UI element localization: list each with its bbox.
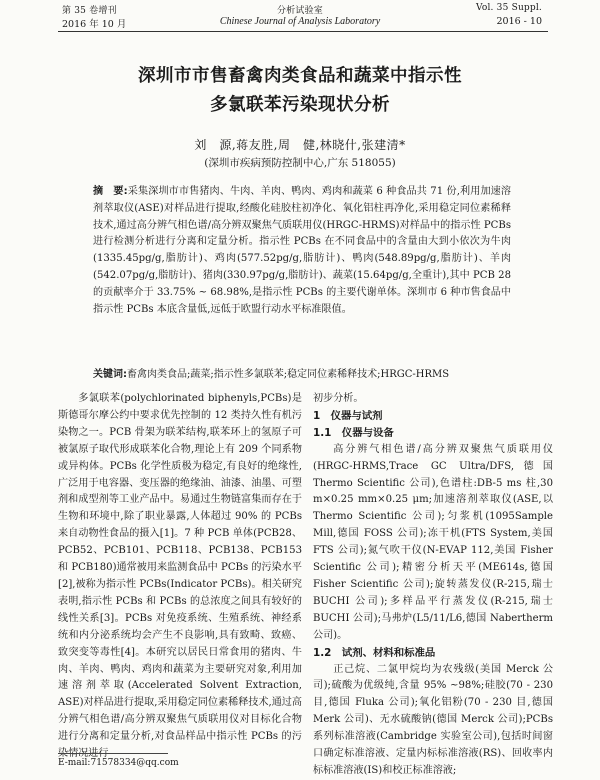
instruments-paragraph: 高分辨气相色谱/高分辨双聚焦气质联用仪(HRGC-HRMS,Trace GC Ultra/DFS,德国 Thermo Scientific 公司),色谱柱:DB-5 ms 柱,30 m×0.25 mm×0.25 μm;加速溶剂萃取仪(ASE,以 Thermo Scientific 公司);匀浆机(1095Sample Mill,德国 FOSS 公司);冻干机(FTS System,美国 FTS 公司);氮气吹干仪(N-EVAP 112,美国 Fisher Scientific 公司);精密分析天平(ME614s,德国 Fisher Scientific 公司);旋转蒸发仪(R-215,瑞士 BUCHI 公司);多样品平行蒸发仪(R-215,瑞士 BUCHI 公司);马弗炉(L5/11/L6,德国 Nabertherm 公司)。: [313, 443, 553, 641]
keywords-label: 关键词:: [93, 369, 127, 380]
section-heading-1-2: 1.2 试剂、材料和标准品: [313, 646, 436, 659]
intro-continuation: 初步分析。: [313, 393, 364, 404]
volume-cn: 第 35 卷增刊: [62, 6, 117, 16]
paper-title-line2: 多氯联苯污染现状分析: [210, 95, 390, 115]
section-heading-1: 1 仪器与试剂: [313, 409, 383, 422]
running-header: [0, 0, 600, 32]
journal-name-cn: 分析试验室: [276, 6, 323, 16]
paper-title-line1: 深圳市市售畜禽肉类食品和蔬菜中指示性: [138, 66, 462, 86]
section-heading-1-1: 1.1 仪器与设备: [313, 426, 394, 439]
date-cn: 2016 年 10 月: [62, 19, 127, 30]
abstract: [93, 184, 511, 318]
keywords: [93, 365, 511, 380]
body-column-left: [58, 391, 302, 763]
intro-paragraph: 多氯联苯(polychlorinated biphenyls,PCBs)是斯德哥尔摩公约中要求优先控制的 12 类持久性有机污染物之一。PCB 骨架为联苯结构,联苯环上的氢原子可被氯原子取代形成联苯化合物,理论上有 209 个同系物或异构体。PCBs 化学性质极为稳定,有良好的绝缘性,广泛用于电容器、变压器的绝缘油、油漆、油墨、可塑剂和成型剂等工业产品中。易通过生物链富集而存在于生物和环境中,除了职业暴露,人体超过 90% 的 PCBs 来自动物性食品的摄入[1]。7 种 PCB 单体(PCB28、PCB52、PCB101、PCB118、PCB138、PCB153 和 PCB180)通常被用来监测食品中 PCBs 的污染水平[2],被称为指示性 PCBs(Indicator PCBs)。相关研究表明,指示性 PCBs 和 PCBs 的总浓度之间具有较好的线性关系[3]。PCBs 对免疫系统、生殖系统、神经系统和内分泌系统均会产生不良影响,具有致畸、致癌、致突变等毒性[4]。本研究以居民日常食用的猪肉、牛肉、羊肉、鸭肉、鸡肉和蔬菜为主要研究对象,利用加速溶剂萃取(Accelerated Solvent Extraction, ASE)对样品进行提取,采用稳定同位素稀释技术,通过高分辨气相色谱/高分辨双聚焦气质联用仪对目标化合物进行分离和定量分析,对食品样品中指示性 PCBs 的污染情况进行: [58, 393, 302, 760]
abstract-text: 采集深圳市市售猪肉、牛肉、羊肉、鸭肉、鸡肉和蔬菜 6 种食品共 71 份,利用加速溶剂萃取仪(ASE)对样品进行提取,经酸化硅胶柱初净化、氧化铝柱再净化,采用稳定同位素稀释技术,通过高分辨气相色谱/高分辨双聚焦气质联用仪(HRGC-HRMS)对样品中的指示性 PCBs 进行检测分析进行分离和定量分析。指示性 PCBs 在不同食品中的含量由大到小依次为牛肉(1335.45pg/g,脂肪计)、鸡肉(577.52pg/g,脂肪计)、鸭肉(548.89pg/g,脂肪计)、羊肉(542.07pg/g,脂肪计)、猪肉(330.97pg/g,脂肪计)、蔬菜(15.64pg/g,全重计),其中 PCB 28 的贡献率介于 33.75% ~ 68.98%,是指示性 PCBs 的主要代谢单体。深圳市 6 种市售食品中指示性 PCBs 本底含量低,远低于欧盟行动水平标准限值。: [93, 186, 511, 315]
journal-name-en: Chinese Journal of Analysis Laboratory: [219, 16, 381, 27]
keywords-text: 畜禽肉类食品;蔬菜;指示性多氯联苯;稳定同位素稀释技术;HRGC-HRMS: [127, 369, 450, 380]
affiliation: (深圳市疾病预防控制中心,广东 518055): [204, 157, 396, 169]
body-column-right: [313, 391, 553, 780]
volume-en: Vol. 35 Suppl.: [475, 3, 542, 13]
date-en: 2016 - 10: [496, 16, 542, 27]
authors: 刘 源,蒋友胜,周 健,林晓什,张建清*: [194, 138, 406, 152]
header-rule: [58, 31, 548, 32]
author-email: E-mail:71578334@qq.com: [58, 758, 179, 768]
abstract-label: 摘 要:: [93, 186, 128, 197]
footnote-rule: [58, 753, 168, 754]
reagents-paragraph: 正己烷、二氯甲烷均为农残级(美国 Merck 公司);硫酸为优级纯,含量 95% ~98%;硅胶(70 - 230 目,德国 Fluka 公司);氧化铝粉(70 - 230 目,德国 Merk 公司)、无水硫酸钠(德国 Merck 公司);PCBs 系列标准溶液(Cambridge 实验室公司),包括时间窗口确定标准溶液、定量内标标准溶液(RS)、回收率内标标准溶液(IS)和校正标准溶液;: [313, 663, 553, 776]
